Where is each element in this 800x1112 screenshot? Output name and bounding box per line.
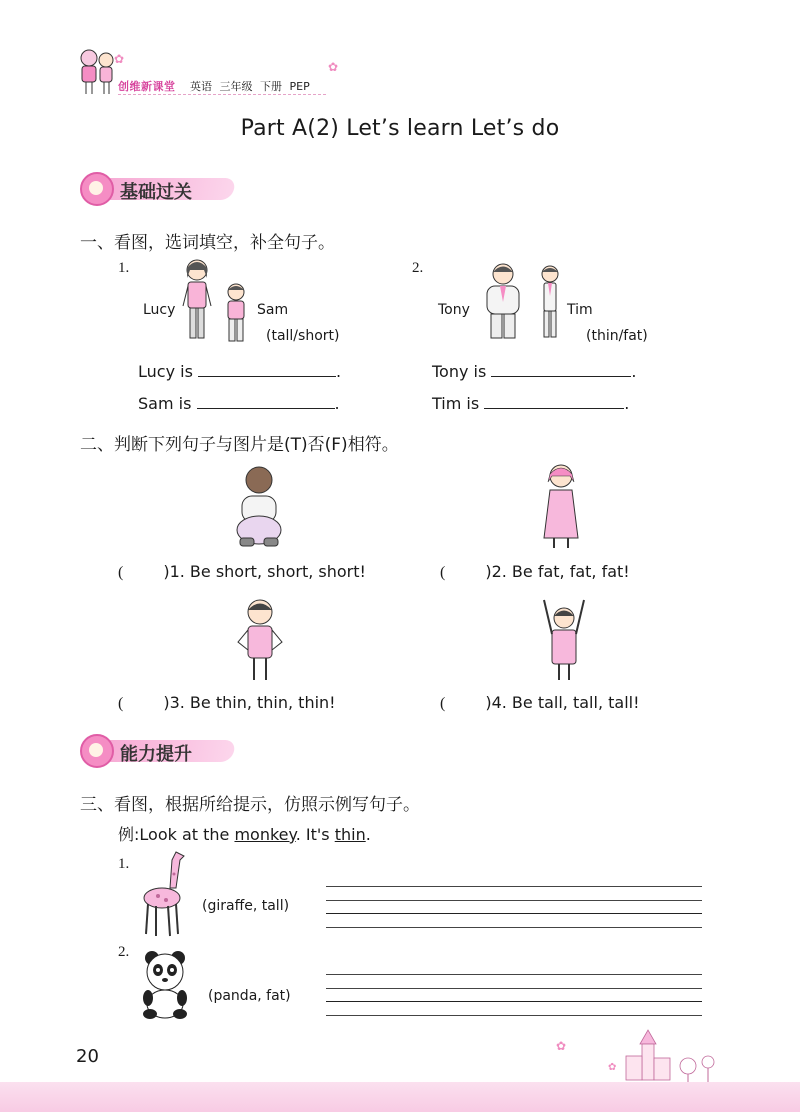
writing-line[interactable] [326,1001,702,1002]
boy-short-illustration [222,282,250,346]
judge-sentence: )4. Be tall, tall, tall! [485,693,640,712]
writing-line[interactable] [326,988,702,989]
page-number: 20 [76,1046,99,1067]
answer-paren[interactable]: ( [440,564,446,581]
name-label-tim: Tim [567,302,593,318]
question-1-heading: 一、看图，选词填空，补全句子。 [80,233,335,253]
girl-illustration [540,462,582,550]
name-label-lucy: Lucy [143,302,176,318]
fill-blank[interactable] [491,360,631,377]
header-divider [118,94,326,95]
item-number: 2. [118,944,130,960]
period: . [334,394,340,413]
header-brand: 创维新课堂 [118,80,176,93]
footer-band [0,1082,800,1112]
panda-illustration [140,948,190,1020]
period: . [624,394,630,413]
question-3-heading: 三、看图，根据所给提示，仿照示例写句子。 [80,795,420,815]
writing-line[interactable] [326,1015,702,1016]
section-banner-label: 能力提升 [120,744,192,765]
word-options: (tall/short) [266,328,340,344]
boy-squatting-illustration [234,464,284,550]
example-sentence [118,822,371,845]
giraffe-illustration [140,848,190,938]
example-word: thin [334,825,366,844]
judge-item-2 [440,562,630,582]
judge-sentence: )3. Be thin, thin, thin! [163,693,336,712]
child-arms-up-illustration [540,596,588,682]
judge-item-3 [118,693,336,713]
example-word: monkey [234,825,296,844]
period: . [336,362,342,381]
fill-blank[interactable] [198,360,336,377]
sentence-tony: Tony is [432,362,487,381]
cartoon-face-icon [80,172,114,206]
section-banner-basic [80,172,240,206]
svg-text:✿: ✿ [608,1062,617,1073]
section-banner-advanced [80,734,240,768]
cartoon-face-icon [80,734,114,768]
question-2-heading: 二、判断下列句子与图片是(T)否(F)相符。 [80,435,399,455]
answer-paren[interactable]: ( [118,564,124,581]
judge-sentence: )1. Be short, short, short! [163,562,366,581]
item-number: 1. [118,260,130,276]
writing-line[interactable] [326,913,702,914]
girl-tall-illustration [180,256,214,346]
judge-item-1 [118,562,366,582]
writing-line[interactable] [326,886,702,887]
item-number: 1. [118,856,130,872]
boy-thin-illustration [538,264,562,344]
name-label-tony: Tony [438,302,470,318]
section-banner-label: 基础过关 [120,182,192,203]
example-text: . It's [295,825,335,844]
svg-text:✿: ✿ [556,1039,567,1053]
answer-paren[interactable]: ( [440,695,446,712]
period: . [631,362,637,381]
sentence-sam: Sam is [138,394,192,413]
example-text: . [365,825,371,844]
sentence-tim: Tim is [432,394,480,413]
flower-icon: ✿ [328,60,339,74]
boy-fat-illustration [482,262,524,344]
answer-paren[interactable]: ( [118,695,124,712]
example-text: 例:Look at the [118,825,235,844]
hint-giraffe: (giraffe, tall) [202,898,290,914]
page-title: Part A(2) Let’s learn Let’s do [240,116,560,141]
header-book-info: 英语 三年级 下册 PEP [190,80,310,93]
word-options: (thin/fat) [586,328,648,344]
item-number: 2. [412,260,424,276]
writing-line[interactable] [326,974,702,975]
judge-sentence: )2. Be fat, fat, fat! [485,562,630,581]
fill-blank[interactable] [197,392,335,409]
writing-line[interactable] [326,900,702,901]
flower-icon: ✿ [114,52,125,66]
fill-blank[interactable] [484,392,624,409]
writing-line[interactable] [326,927,702,928]
sentence-lucy: Lucy is [138,362,193,381]
judge-item-4 [440,693,640,713]
footer-castle-decoration [548,1026,728,1082]
hint-panda: (panda, fat) [208,988,291,1004]
name-label-sam: Sam [257,302,289,318]
boy-hands-on-hips-illustration [234,598,286,682]
